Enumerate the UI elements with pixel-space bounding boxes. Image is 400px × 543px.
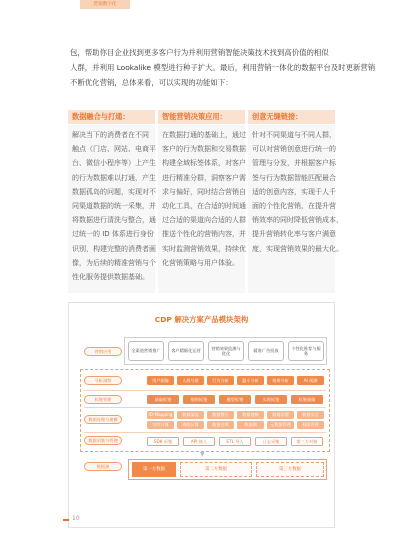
column-line: 签与行为数据智能匹配最合 [252, 173, 336, 182]
analysis-module: 人群分群 [177, 376, 204, 385]
app-module-label: 全渠道营销推广 [131, 348, 161, 354]
column-body-creative-link [248, 125, 343, 293]
column-line: 像，为后续的精准营销与个 [72, 258, 156, 267]
intro-line: 包，帮助你目企业找到更多客户行为并利用营销智能决策技术找到高价值的相似 [70, 48, 329, 57]
column-line: 构建全域标签体系，对客户 [162, 159, 246, 168]
processing-module: 数据治理 [267, 411, 294, 419]
processing-module: 离线计算 [177, 421, 204, 429]
column-body-smart-marketing [158, 125, 245, 293]
column-line: 求与偏好，同时结合营销自 [162, 187, 246, 196]
section-tab: 营销数字化 [80, 0, 130, 9]
page-number-bar [63, 519, 69, 521]
column-line: 面的个性化营销，在提升营 [252, 202, 336, 211]
column-line: 解决当下的消费者在不同 [72, 131, 149, 139]
intro-paragraph [70, 45, 376, 93]
collection-module: ETL 导入 [219, 437, 251, 446]
page-number: 10 [72, 515, 80, 522]
column-line: 销效率的同时降低营销成本， [252, 216, 343, 225]
layer-label: 分析洞察 [84, 376, 122, 385]
app-module-label: 精准广告投放 [253, 348, 279, 354]
processing-module: ID-Mapping [148, 412, 173, 417]
processing-module: 数据清洗 [177, 411, 204, 419]
column-line: 可以对营销创意进行统一的 [252, 145, 336, 154]
processing-module: 数据仓库 [207, 421, 234, 429]
processing-module: 权限管理 [297, 421, 324, 429]
app-module [288, 341, 324, 361]
column-line: 将数据进行清洗与整合，通 [72, 216, 156, 225]
column-line: 提升营销转化率与客户满意 [252, 230, 336, 239]
column-title-smart-marketing: 智能营销决策应用： [158, 110, 245, 124]
source-third-party: 第三方数据 [256, 462, 324, 477]
analysis-module: 漏斗分析 [237, 376, 264, 385]
tag-module: 实时标签 [255, 395, 287, 404]
column-line: 数据孤岛的问题，实现对不 [72, 187, 156, 196]
column-line: 在数据打通的基础上，通过 [162, 131, 246, 139]
column-line: 动化工具，在合适的时间通 [162, 202, 246, 211]
column-line: 性化服务提供数据基础。 [72, 273, 149, 282]
app-module [248, 341, 284, 361]
tag-module: 规则标签 [183, 395, 215, 404]
analysis-module: 效果分析 [267, 376, 294, 385]
source-second-party: 第二方数据 [180, 462, 252, 477]
column-line: 针对不同渠道与不同人群， [252, 131, 336, 139]
column-line: 实时监测营销效果，持续优 [162, 244, 246, 253]
column-line: 度，实现营销效果的最大化。 [252, 244, 343, 253]
processing-module: 数据湖 [237, 421, 264, 429]
diagram-title: CDP 解决方案产品模块架构 [154, 315, 249, 324]
processing-module: 实时计算 [147, 421, 174, 429]
app-module [208, 341, 244, 361]
column-line: 过统一的 ID 体系进行身份 [72, 230, 154, 239]
analysis-module: 行为分析 [207, 376, 234, 385]
app-module-label: 营销效果监测与优化 [211, 345, 241, 356]
tag-module: 基础标签 [147, 395, 179, 404]
column-line: 客户的行为数据和交易数据 [162, 145, 246, 154]
collection-module: SDK 采集 [147, 437, 179, 446]
collection-module: API 接入 [183, 437, 215, 446]
column-line: 进行精准分群，洞察客户需 [162, 173, 246, 182]
collection-module: 第三方对接 [291, 437, 323, 446]
column-line: 识别，构建完整的消费者画 [72, 244, 156, 253]
app-module [128, 341, 164, 361]
analysis-module: 用户画像 [147, 376, 174, 385]
layer-label: 数据处理与建模 [84, 415, 122, 424]
intro-line: 人群，并利用 Lookalike 模型进行种子扩大。最后，利用营销一体化的数据平台及时更新营销 [70, 63, 376, 72]
intro-line: 不断优化营销，总体来看，可以实现的功能如下： [70, 78, 233, 87]
column-line: 的行为数据难以打通，产生 [72, 173, 156, 182]
column-line: 管理与分发，并根据客户标 [252, 159, 336, 168]
processing-module: 元数据管理 [267, 421, 294, 429]
layer-label: 数据源 [84, 462, 122, 471]
row-divider [84, 432, 326, 433]
collection-module: 日志采集 [255, 437, 287, 446]
column-line: 化营销策略与用户体验。 [162, 258, 239, 267]
analysis-module: AI 预测 [297, 376, 324, 385]
processing-module: 数据建模 [237, 411, 264, 419]
column-line: 同渠道数据的统一采集，并 [72, 202, 156, 211]
column-title-data-fusion: 数据融合与打通： [68, 110, 155, 124]
app-module-label: 客户精细化运营 [171, 348, 201, 354]
column-line: 触点（门店、网站、电商平 [72, 145, 156, 154]
down-arrow-icon: ▼ [200, 451, 205, 458]
column-line: 过合适的渠道向合适的人群 [162, 216, 246, 225]
column-line: 适的创意内容，实现千人千 [252, 187, 336, 196]
column-title-creative-link: 创意无缝链接： [248, 110, 335, 124]
column-line: 台、微信小程序等）上产生 [72, 159, 156, 168]
tag-module: 标签画像 [291, 395, 323, 404]
column-body-data-fusion [68, 125, 155, 293]
row-divider [84, 390, 326, 391]
processing-module: 数据整合 [207, 411, 234, 419]
row-divider [84, 407, 326, 408]
layer-label: 营销应用 [84, 347, 122, 356]
layer-label: 数据采集与管理 [84, 436, 122, 445]
column-line: 推送个性化的营销内容，并 [162, 230, 246, 239]
tag-module: 模型标签 [219, 395, 251, 404]
app-module-label: 个性化推荐与服务 [291, 345, 321, 356]
processing-module: 数据安全 [297, 411, 324, 419]
layer-label: 标签管理 [84, 395, 122, 404]
app-module [168, 341, 204, 361]
source-first-party: 第一方数据 [132, 462, 176, 477]
